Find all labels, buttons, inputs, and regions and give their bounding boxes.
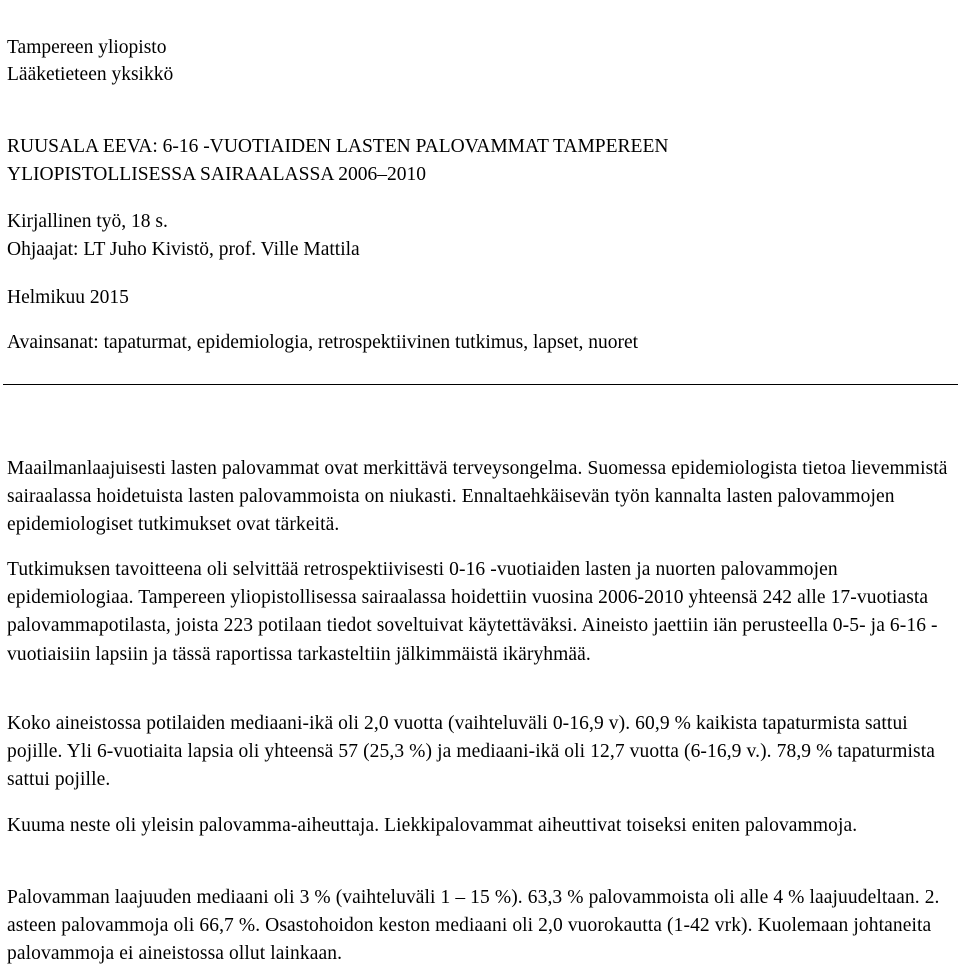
keywords: Avainsanat: tapaturmat, epidemiologia, retrospektiivinen tutkimus, lapset, nuoret [7, 332, 639, 353]
date: Helmikuu 2015 [7, 287, 129, 308]
supervisors: Ohjaajat: LT Juho Kivistö, prof. Ville Mattila [7, 239, 360, 260]
thesis-title-line-1: RUUSALA EEVA: 6-16 -VUOTIAIDEN LASTEN PALOVAMMAT TAMPEREEN [7, 136, 669, 157]
university-name: Tampereen yliopisto [7, 37, 167, 58]
abstract-paragraph-2: Tutkimuksen tavoitteena oli selvittää retrospektiivisesti 0-16 -vuotiaiden lasten ja nuorten palovammojen epidemiologiaa. Tampereen yliopistollisessa sairaalassa hoidettiin vuosina 2006-2010 yhteensä 242 alle 17-vuotiasta palovammapotilasta, joista 223 potilaan tiedot soveltuivat käytettäväksi. Aineisto jaettiin iän perusteella 0-5- ja 6-16 -vuotiaisiin lapsiin ja tässä raportissa tarkasteltiin jälkimmäistä ikäryhmää. [7, 559, 938, 665]
unit-name: Lääketieteen yksikkö [7, 64, 174, 85]
work-type: Kirjallinen työ, 18 s. [7, 211, 168, 232]
thesis-title-line-2: YLIOPISTOLLISESSA SAIRAALASSA 2006–2010 [7, 164, 426, 185]
abstract-paragraph-4: Kuuma neste oli yleisin palovamma-aiheuttaja. Liekkipalovammat aiheuttivat toiseksi eniten palovammoja. [7, 815, 858, 836]
abstract-paragraph-3: Koko aineistossa potilaiden mediaani-ikä oli 2,0 vuotta (vaihteluväli 0-16,9 v). 60,9 % kaikista tapaturmista sattui pojille. Yli 6-vuotiaita lapsia oli yhteensä 57 (25,3 %) ja mediaani-ikä oli 12,7 vuotta (6-16,9 v.). 78,9 % tapaturmista sattui pojille. [7, 713, 936, 791]
horizontal-divider [3, 384, 958, 385]
abstract-paragraph-5: Palovamman laajuuden mediaani oli 3 % (vaihteluväli 1 – 15 %). 63,3 % palovammoista oli alle 4 % laajuudeltaan. 2. asteen palovammoja oli 66,7 %. Osastohoidon keston mediaani oli 2,0 vuorokautta (1-42 vrk). Kuolemaan johtaneita palovammoja ei aineistossa ollut lainkaan. [7, 887, 940, 965]
abstract-paragraph-1: Maailmanlaajuisesti lasten palovammat ovat merkittävä terveysongelma. Suomessa epidemiologista tietoa lievemmistä sairaalassa hoidetuista lasten palovammoista on niukasti. Ennaltaehkäisevän työn kannalta lasten palovammojen epidemiologiset tutkimukset ovat tärkeitä. [7, 458, 948, 536]
